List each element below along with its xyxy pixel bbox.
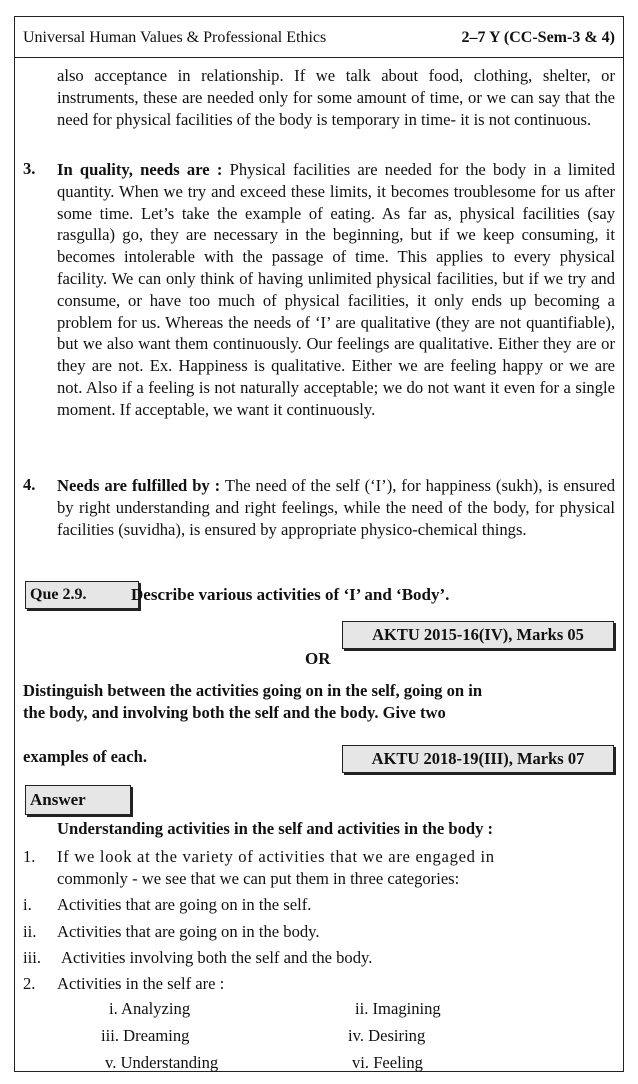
or-separator: OR <box>305 649 331 668</box>
point-4-text: The need of the self (‘I’), for happiness (sukh), is ensured by right understanding and right feelings, while the need of the body, for physical facilities (suvidha), is ensured by appropriate physico-chemical things. <box>57 476 615 539</box>
intro-paragraph: also acceptance in relationship. If we talk about food, clothing, shelter, or instruments, these are needed only for some amount of time, or we can say that the need for physical facilities of the body is temporary in time- it is not continuous. <box>57 66 615 129</box>
sub-item-i-marker: i. <box>23 895 32 914</box>
point-3-text: Physical facilities are needed for the body in a limited quantity. When we try and exceed these limits, it becomes troublesome for us after some time. Let’s take the example of eating. As far as, physical facilities (say rasgulla) go, they are necessary in the beginning, but if we keep consuming, it becomes intolerable with the passage of time. This applies to every physical facility. We can only think of having unlimited physical facilities, but if we try and consume, or have too much of physical facilities, it only ends up becoming a problem for us. Whereas the needs of ‘I’ are qualitative (they are not quantifiable), but we also want them continuously. Our feelings are qualitative. Either they are or they are not. Ex. Happiness is qualitative. Either we are feeling happy or we are not. Also if a feeling is not naturally acceptable; we do not want it even for a single moment. If acceptable, we want it continuously. <box>57 160 616 419</box>
alt-question-line-1: Distinguish between the activities going on in the self, going on in <box>23 681 483 700</box>
point-4-number: 4. <box>23 475 36 494</box>
book-title: Universal Human Values & Professional Ethics <box>23 29 327 46</box>
page-number: 2–7 Y (CC-Sem-3 & 4) <box>461 29 615 46</box>
sub-item-iii-text: Activities involving both the self and the body. <box>61 948 373 967</box>
activity-dreaming: iii. Dreaming <box>101 1026 190 1045</box>
sub-item-i-text: Activities that are going on in the self. <box>57 895 312 914</box>
point-3-number: 3. <box>23 159 36 178</box>
item-1-number: 1. <box>23 847 36 866</box>
activity-analyzing: i. Analyzing <box>109 999 191 1018</box>
sub-item-iii-marker: iii. <box>23 948 41 967</box>
alt-question-line-3: examples of each. <box>23 747 147 766</box>
point-3-paragraph <box>57 159 615 421</box>
document-page <box>14 16 624 1072</box>
item-2-text: Activities in the self are : <box>57 974 225 993</box>
point-4-paragraph <box>57 475 615 540</box>
page-content <box>15 57 623 1071</box>
item-2-number: 2. <box>23 974 36 993</box>
activity-understanding: v. Understanding <box>105 1053 219 1072</box>
sub-item-ii-marker: ii. <box>23 922 37 941</box>
point-3-heading: In quality, needs are : <box>57 160 223 179</box>
page-header <box>15 17 623 58</box>
aktu-badge-2: AKTU 2018-19(III), Marks 07 <box>342 745 614 773</box>
question-title: Describe various activities of ‘I’ and ‘Body’. <box>131 585 450 604</box>
alt-question-line-2: the body, and involving both the self and the body. Give two <box>23 703 446 722</box>
activity-feeling: vi. Feeling <box>352 1053 423 1072</box>
activity-imagining: ii. Imagining <box>355 999 441 1018</box>
answer-label: Answer <box>25 785 131 815</box>
aktu-badge-1: AKTU 2015-16(IV), Marks 05 <box>342 621 614 649</box>
activity-desiring: iv. Desiring <box>348 1026 426 1045</box>
question-label: Que 2.9. <box>25 581 139 609</box>
point-4-heading: Needs are fulfilled by : <box>57 476 221 495</box>
item-1-line-1: If we look at the variety of activities that we are engaged in <box>57 847 495 866</box>
item-1-line-2: commonly - we see that we can put them in three categories: <box>57 869 460 888</box>
sub-item-ii-text: Activities that are going on in the body. <box>57 922 320 941</box>
answer-heading: Understanding activities in the self and activities in the body : <box>57 819 494 838</box>
